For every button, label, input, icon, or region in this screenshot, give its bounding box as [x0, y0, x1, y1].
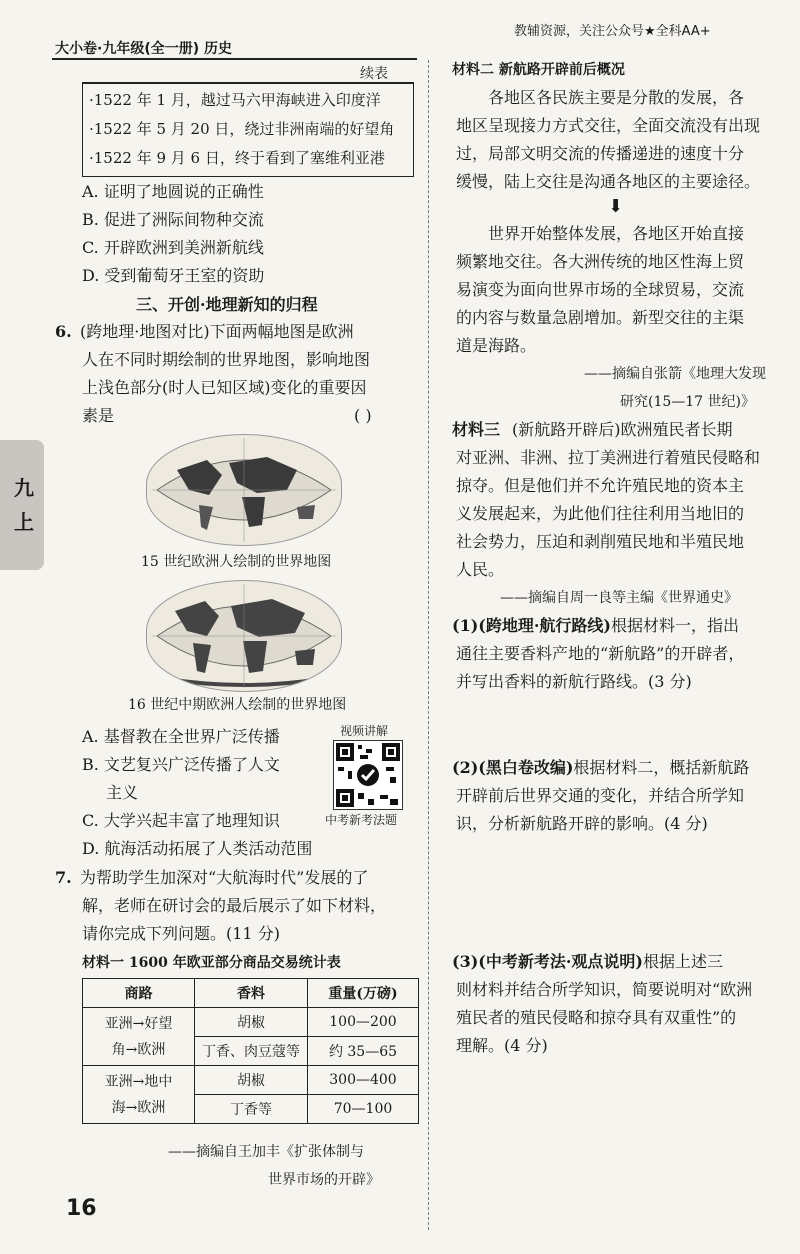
qr-code[interactable]	[333, 740, 403, 810]
q6-option-b-cont: 主义	[106, 783, 139, 802]
map1-caption: 15 世纪欧洲人绘制的世界地图	[141, 554, 332, 570]
material2-line: 频繁地交往。各大洲传统的地区性海上贸	[456, 252, 745, 271]
q6-option-c[interactable]: C. 大学兴起丰富了地理知识	[82, 811, 280, 830]
table-header-cell: 香料	[195, 979, 308, 1008]
material2-line: 的内容与数量急剧增加。新型交往的主渠	[456, 308, 745, 327]
sub3-line: 殖民者的殖民侵略和掠夺具有双重性”的	[456, 1008, 737, 1027]
material1-source: 世界市场的开辟》	[268, 1172, 380, 1188]
material1-title: 材料一 1600 年欧亚部分商品交易统计表	[82, 955, 341, 971]
sub2-line: 开辟前后世界交通的变化，并结合所学知	[456, 786, 745, 805]
material3-source: ——摘编自周一良等主编《世界通史》	[500, 590, 738, 606]
material2-source: ——摘编自张箭《地理大发现	[584, 366, 766, 382]
side-tab-text-2: 上	[14, 510, 34, 534]
q5-option-b[interactable]: B. 促进了洲际间物种交流	[82, 210, 264, 229]
sub3-line: 则材料并结合所学知识，简要说明对“欧洲	[456, 980, 753, 999]
material3-line: 社会势力，压迫和剥削殖民地和半殖民地	[456, 532, 745, 551]
table-header-row	[83, 979, 419, 1008]
section-title: 三、开创·地理新知的归程	[136, 295, 318, 314]
material1-source: ——摘编自王加丰《扩张体制与	[168, 1144, 364, 1160]
q6-option-d[interactable]: D. 航海活动拓展了人类活动范围	[82, 839, 313, 858]
table-row	[83, 1008, 419, 1037]
material3-line: 人民。	[456, 560, 505, 579]
q6-line: (跨地理·地图对比)下面两幅地图是欧洲	[80, 322, 354, 341]
material2-line: 各地区各民族主要是分散的发展，各	[488, 88, 745, 107]
material3-title: 材料三	[452, 420, 501, 439]
boxed-line: ·1522 年 5 月 20 日，绕过非洲南端的好望角	[89, 120, 395, 138]
material2-source: 研究(15—17 世纪)》	[620, 394, 756, 410]
weight-cell: 300—400	[308, 1066, 419, 1095]
route-text: 亚洲→好望	[104, 1015, 173, 1032]
q5-option-d[interactable]: D. 受到葡萄牙王室的资助	[82, 266, 265, 285]
sub-question-1	[452, 614, 739, 638]
spice-cell: 胡椒	[195, 1008, 308, 1037]
arrow-down-icon: ⬇	[608, 196, 624, 217]
weight-cell: 100—200	[308, 1008, 419, 1037]
map2-caption: 16 世纪中期欧洲人绘制的世界地图	[128, 697, 347, 713]
sub1-line: 通往主要香料产地的“新航路”的开辟者，	[456, 644, 745, 663]
sub3-tag: (3)(中考新考法·观点说明)	[452, 952, 643, 971]
sub2-line: 识，分析新航路开辟的影响。(4 分)	[456, 814, 708, 833]
grade-side-tab	[0, 440, 44, 570]
sub1-line: 根据材料一，指出	[611, 616, 740, 635]
q5-option-c[interactable]: C. 开辟欧洲到美洲新航线	[82, 238, 264, 257]
table-header-cell: 商路	[83, 979, 195, 1008]
q7-number: 7.	[55, 868, 72, 887]
source-note: 教辅资源，关注公众号★全科AA+	[514, 24, 711, 39]
sub3-answer-area[interactable]	[452, 1062, 786, 1212]
qr-label-top: 视频讲解	[340, 724, 389, 738]
material3-line: (新航路开辟后)欧洲殖民者长期	[512, 420, 733, 439]
material3-line: 掠夺。但是他们并不允许殖民地的资本主	[456, 476, 745, 495]
continued-table-box	[82, 82, 414, 177]
trade-table	[82, 978, 419, 1124]
sub2-line: 根据材料二，概括新航路	[573, 758, 750, 777]
q7-line: 解，老师在研讨会的最后展示了如下材料，	[82, 896, 387, 915]
material2-line: 世界开始整体发展，各地区开始直接	[488, 224, 745, 243]
sub2-answer-area[interactable]	[452, 840, 786, 940]
world-map-16th-century	[146, 580, 342, 692]
route-text: 海→欧洲	[111, 1099, 166, 1116]
side-tab-text-1: 九	[14, 476, 34, 500]
table-header-cell: 重量(万磅)	[308, 979, 419, 1008]
material3-line: 对亚洲、非洲、拉丁美洲进行着殖民侵略和	[456, 448, 761, 467]
book-title: 大小卷·九年级(全一册) 历史	[55, 41, 232, 57]
boxed-line: ·1522 年 9 月 6 日，终于看到了塞维利亚港	[89, 149, 385, 167]
sub1-answer-area[interactable]	[452, 698, 786, 750]
world-map-15th-century	[146, 434, 342, 546]
sub3-line: 理解。(4 分)	[456, 1036, 548, 1055]
material3-line: 义发展起来，为此他们往往利用当地旧的	[456, 504, 745, 523]
sub1-line: 并写出香料的新航行路线。(3 分)	[456, 672, 692, 691]
spice-cell: 丁香等	[195, 1095, 308, 1124]
material2-line: 过，局部文明交流的传播递进的速度十分	[456, 144, 745, 163]
material2-line: 道是海路。	[456, 336, 537, 355]
spice-cell: 胡椒	[195, 1066, 308, 1095]
q6-line: 人在不同时期绘制的世界地图，影响地图	[82, 350, 371, 369]
sub-question-2	[452, 756, 749, 780]
page-number: 16	[66, 1196, 97, 1221]
q6-line: 素是	[82, 406, 115, 425]
q6-number: 6.	[55, 322, 72, 341]
q7-line: 请你完成下列问题。(11 分)	[82, 924, 280, 943]
q6-line: 上浅色部分(时人已知区域)变化的重要因	[82, 378, 367, 397]
q6-option-b[interactable]: B. 文艺复兴广泛传播了人文	[82, 755, 280, 774]
column-divider	[428, 60, 429, 1230]
header-rule	[52, 58, 417, 60]
route-cell	[83, 1066, 195, 1124]
weight-cell: 70—100	[308, 1095, 419, 1124]
material2-title: 材料二 新航路开辟前后概况	[452, 62, 625, 78]
q5-option-a[interactable]: A. 证明了地圆说的正确性	[82, 182, 264, 201]
q7-line: 为帮助学生加深对“大航海时代”发展的了	[80, 868, 369, 887]
sub3-line: 根据上述三	[643, 952, 724, 971]
continued-label: 续表	[360, 66, 388, 82]
spice-cell: 丁香、肉豆蔻等	[195, 1037, 308, 1066]
material2-line: 地区呈现接力方式交往，全面交流没有出现	[456, 116, 761, 135]
q6-option-a[interactable]: A. 基督教在全世界广泛传播	[82, 727, 280, 746]
boxed-line: ·1522 年 1 月，越过马六甲海峡进入印度洋	[89, 91, 381, 109]
sub1-tag: (1)(跨地理·航行路线)	[452, 616, 611, 635]
table-row	[83, 1066, 419, 1095]
q6-answer-blank[interactable]: ( )	[354, 406, 372, 425]
material2-line: 缓慢，陆上交往是沟通各地区的主要途径。	[456, 172, 761, 191]
weight-cell: 约 35—65	[308, 1037, 419, 1066]
material2-line: 易演变为面向世界市场的全球贸易，交流	[456, 280, 745, 299]
sub2-tag: (2)(黑白卷改编)	[452, 758, 574, 777]
route-cell	[83, 1008, 195, 1066]
qr-label-bottom: 中考新考法题	[325, 813, 398, 827]
route-text: 角→欧洲	[111, 1041, 166, 1058]
sub-question-3	[452, 950, 723, 974]
route-text: 亚洲→地中	[104, 1073, 173, 1090]
